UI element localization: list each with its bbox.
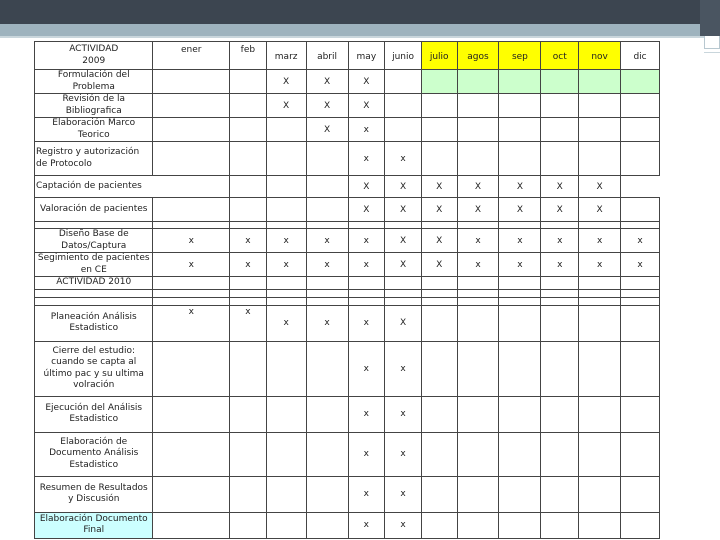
mark-cell: x xyxy=(266,229,306,253)
mark-cell: X xyxy=(457,198,499,222)
header-row xyxy=(35,42,660,70)
mark-cell: X xyxy=(306,94,348,118)
activity-formulacion: Formulación del Problema xyxy=(35,70,153,94)
mark-cell: X xyxy=(421,176,457,198)
mark-cell: x xyxy=(385,512,422,538)
month-header-oct: oct xyxy=(541,42,579,70)
mark-cell: x xyxy=(348,305,385,341)
mark-cell: x xyxy=(385,142,422,176)
slide-top-bar xyxy=(0,0,720,24)
mark-cell: X xyxy=(348,94,385,118)
mark-cell: x xyxy=(306,229,348,253)
mark-cell: x xyxy=(348,432,385,476)
table-row xyxy=(35,176,660,198)
mark-cell: x xyxy=(579,253,621,277)
mark-cell: x xyxy=(266,305,306,341)
mark-cell: x xyxy=(348,142,385,176)
mark-cell: X xyxy=(266,70,306,94)
month-header-julio: julio xyxy=(421,42,457,70)
slide-corner-box xyxy=(704,36,720,49)
mark-cell: x xyxy=(230,305,267,341)
mark-cell: X xyxy=(541,176,579,198)
mark-cell: x xyxy=(499,253,541,277)
activity-revision: Revisión de la Bibliografica xyxy=(35,94,153,118)
table-row xyxy=(35,118,660,142)
mark-cell: x xyxy=(153,305,230,341)
activity-captacion: Captación de pacientes xyxy=(35,176,230,198)
month-header-ener: ener xyxy=(153,42,230,70)
slide-corner-line xyxy=(704,52,720,53)
mark-cell: X xyxy=(306,118,348,142)
mark-cell: x xyxy=(499,229,541,253)
activity-cierre: Cierre del estudio: cuando se capta al último pac y su ultima volración xyxy=(35,341,153,396)
table-row xyxy=(35,142,660,176)
mark-cell: x xyxy=(230,253,267,277)
table-row xyxy=(35,198,660,222)
mark-cell: X xyxy=(541,198,579,222)
table-row xyxy=(35,253,660,277)
mark-cell: x xyxy=(230,229,267,253)
month-header-abril: abril xyxy=(306,42,348,70)
mark-cell: X xyxy=(348,198,385,222)
mark-cell: x xyxy=(579,229,621,253)
mark-cell: x xyxy=(385,396,422,432)
mark-cell: X xyxy=(385,305,422,341)
schedule-table xyxy=(34,41,660,539)
table-row xyxy=(35,70,660,94)
spacer-row xyxy=(35,297,660,305)
slide-corner-decoration xyxy=(700,0,720,36)
mark-cell: x xyxy=(385,432,422,476)
mark-cell: x xyxy=(348,396,385,432)
mark-cell: x xyxy=(621,229,660,253)
activity-ejecucion: Ejecución del Análisis Estadistico xyxy=(35,396,153,432)
mark-cell: X xyxy=(385,229,422,253)
mark-cell: x xyxy=(348,118,385,142)
table-row xyxy=(35,396,660,432)
mark-cell: X xyxy=(421,229,457,253)
slide-top-band xyxy=(0,24,720,36)
mark-cell: X xyxy=(348,70,385,94)
activity-registro: Registro y autorización de Protocolo xyxy=(35,142,153,176)
mark-cell: x xyxy=(348,229,385,253)
mark-cell: X xyxy=(579,176,621,198)
mark-cell: X xyxy=(385,198,422,222)
slide-top-line xyxy=(0,36,720,38)
activity-final: Elaboración Documento Final xyxy=(35,512,153,538)
mark-cell: x xyxy=(348,512,385,538)
mark-cell: X xyxy=(266,94,306,118)
mark-cell: X xyxy=(385,253,422,277)
mark-cell: x xyxy=(306,253,348,277)
month-header-sep: sep xyxy=(499,42,541,70)
mark-cell: x xyxy=(621,253,660,277)
month-header-agos: agos xyxy=(457,42,499,70)
mark-cell: x xyxy=(348,476,385,512)
month-header-feb: feb xyxy=(230,42,267,70)
mark-cell: x xyxy=(348,253,385,277)
table-row xyxy=(35,341,660,396)
mark-cell: x xyxy=(385,341,422,396)
mark-cell: x xyxy=(306,305,348,341)
activity-marco: Elaboración Marco Teorico xyxy=(35,118,153,142)
table-row xyxy=(35,476,660,512)
mark-cell: X xyxy=(306,70,348,94)
month-header-may: may xyxy=(348,42,385,70)
mark-cell: x xyxy=(153,229,230,253)
mark-cell: X xyxy=(385,176,422,198)
table-row xyxy=(35,512,660,538)
activity-diseno: Diseño Base de Datos/Captura xyxy=(35,229,153,253)
mark-cell: X xyxy=(499,176,541,198)
month-header-junio: junio xyxy=(385,42,422,70)
mark-cell: X xyxy=(579,198,621,222)
table-row xyxy=(35,94,660,118)
mark-cell: x xyxy=(457,229,499,253)
activity-planeacion: Planeación Análisis Estadistico xyxy=(35,305,153,341)
mark-cell: X xyxy=(499,198,541,222)
mark-cell: x xyxy=(153,253,230,277)
spacer-row xyxy=(35,222,660,229)
activity-valoracion: Valoración de pacientes xyxy=(35,198,153,222)
table-row xyxy=(35,277,660,290)
table-row xyxy=(35,229,660,253)
mark-cell: x xyxy=(385,476,422,512)
mark-cell: X xyxy=(421,198,457,222)
mark-cell: x xyxy=(266,253,306,277)
month-header-nov: nov xyxy=(579,42,621,70)
mark-cell: X xyxy=(421,253,457,277)
activity-resumen: Resumen de Resultados y Discusión xyxy=(35,476,153,512)
activity-seguimiento: Segimiento de pacientes en CE xyxy=(35,253,153,277)
mark-cell: x xyxy=(541,229,579,253)
month-header-marz: marz xyxy=(266,42,306,70)
mark-cell: x xyxy=(348,341,385,396)
activity-2010-label: ACTIVIDAD 2010 xyxy=(35,277,153,290)
mark-cell: x xyxy=(457,253,499,277)
table-row xyxy=(35,305,660,341)
header-activity-cell: ACTIVIDAD 2009 xyxy=(35,42,153,70)
month-header-dic: dic xyxy=(621,42,660,70)
mark-cell: X xyxy=(457,176,499,198)
activity-documento: Elaboración de Documento Análisis Estadistico xyxy=(35,432,153,476)
mark-cell: X xyxy=(348,176,385,198)
spacer-row xyxy=(35,289,660,297)
table-row xyxy=(35,432,660,476)
mark-cell: x xyxy=(541,253,579,277)
